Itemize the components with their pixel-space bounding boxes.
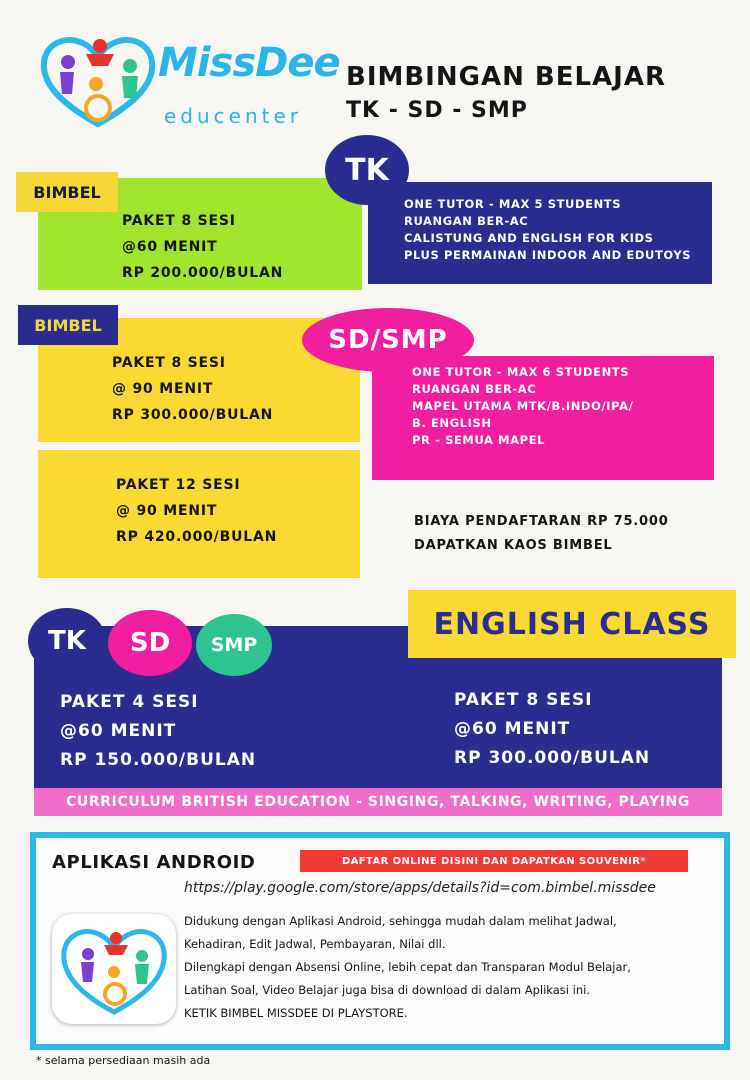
plan-price: RP 300.000/BULAN xyxy=(112,407,274,423)
feature-item: ONE TUTOR - MAX 5 STUDENTS xyxy=(404,197,622,211)
header-subtitle: TK - SD - SMP xyxy=(346,98,528,123)
plan-sessions: PAKET 4 SESI xyxy=(60,692,199,712)
app-description xyxy=(184,910,704,1025)
plan-duration: @ 90 MENIT xyxy=(112,381,214,397)
plan-duration: @60 MENIT xyxy=(60,721,177,741)
plan-sessions: PAKET 8 SESI xyxy=(454,690,593,710)
plan-duration: @60 MENIT xyxy=(122,239,218,255)
plan-sessions: PAKET 8 SESI xyxy=(112,355,226,371)
description-line: Didukung dengan Aplikasi Android, sehingga mudah dalam melihat Jadwal, xyxy=(184,914,617,928)
curriculum-banner: CURRICULUM BRITISH EDUCATION - SINGING, TALKING, WRITING, PLAYING xyxy=(34,788,722,816)
plan-price: RP 200.000/BULAN xyxy=(122,265,284,281)
english-badge-tk: TK xyxy=(28,608,106,674)
sd-features xyxy=(412,364,633,449)
english-class-title: ENGLISH CLASS xyxy=(408,590,736,658)
brand-name: MissDee xyxy=(158,40,340,86)
footnote: * selama persediaan masih ada xyxy=(36,1054,211,1067)
plan-price: RP 150.000/BULAN xyxy=(60,750,257,770)
english-badge-smp: SMP xyxy=(196,614,272,676)
kids-heart-icon xyxy=(52,914,176,1024)
plan-price: RP 420.000/BULAN xyxy=(116,529,278,545)
tk-plan xyxy=(122,208,283,286)
registration-fee: BIAYA PENDAFTARAN RP 75.000 xyxy=(414,514,669,529)
tk-badge: TK xyxy=(325,135,409,205)
plan-duration: @ 90 MENIT xyxy=(116,503,218,519)
feature-item: MAPEL UTAMA MTK/B.INDO/IPA/ xyxy=(412,399,634,413)
tk-features xyxy=(404,196,691,264)
feature-item: RUANGAN BER-AC xyxy=(412,382,537,396)
english-badge-sd: SD xyxy=(108,610,192,676)
description-line: Dilengkapi dengan Absensi Online, lebih cepat dan Transparan Modul Belajar, xyxy=(184,960,631,974)
registration-bonus: DAPATKAN KAOS BIMBEL xyxy=(414,538,613,553)
description-line: Kehadiran, Edit Jadwal, Pembayaran, Nilai dll. xyxy=(184,937,446,951)
android-app-title: APLIKASI ANDROID xyxy=(52,852,256,873)
plan-duration: @60 MENIT xyxy=(454,719,571,739)
tk-bimbel-tag: BIMBEL xyxy=(16,172,118,212)
feature-item: RUANGAN BER-AC xyxy=(404,214,529,228)
description-line: KETIK BIMBEL MISSDEE DI PLAYSTORE. xyxy=(184,1006,408,1020)
playstore-link[interactable]: https://play.google.com/store/apps/details?id=com.bimbel.missdee xyxy=(184,880,656,896)
feature-item: CALISTUNG AND ENGLISH FOR KIDS xyxy=(404,231,654,245)
sd-plan-12 xyxy=(116,472,277,550)
kids-heart-icon xyxy=(38,32,158,132)
plan-price: RP 300.000/BULAN xyxy=(454,748,651,768)
english-plan-4 xyxy=(60,688,256,775)
feature-item: ONE TUTOR - MAX 6 STUDENTS xyxy=(412,365,630,379)
brand-subtitle: educenter xyxy=(164,104,303,128)
feature-item: PLUS PERMAINAN INDOOR AND EDUTOYS xyxy=(404,248,692,262)
register-online-banner[interactable]: DAFTAR ONLINE DISINI DAN DAPATKAN SOUVENIR* xyxy=(300,850,688,872)
feature-item: B. ENGLISH xyxy=(412,416,492,430)
sd-bimbel-tag: BIMBEL xyxy=(18,305,118,345)
header-title: BIMBINGAN BELAJAR xyxy=(346,62,666,92)
sd-plan-8 xyxy=(112,350,273,428)
plan-sessions: PAKET 12 SESI xyxy=(116,477,241,493)
sd-smp-badge: SD/SMP xyxy=(302,308,474,372)
app-icon[interactable] xyxy=(52,914,176,1024)
description-line: Latihan Soal, Video Belajar juga bisa di download di dalam Aplikasi ini. xyxy=(184,983,590,997)
feature-item: PR - SEMUA MAPEL xyxy=(412,433,546,447)
english-plan-8 xyxy=(454,686,650,773)
registration-info xyxy=(414,510,669,558)
plan-sessions: PAKET 8 SESI xyxy=(122,213,236,229)
